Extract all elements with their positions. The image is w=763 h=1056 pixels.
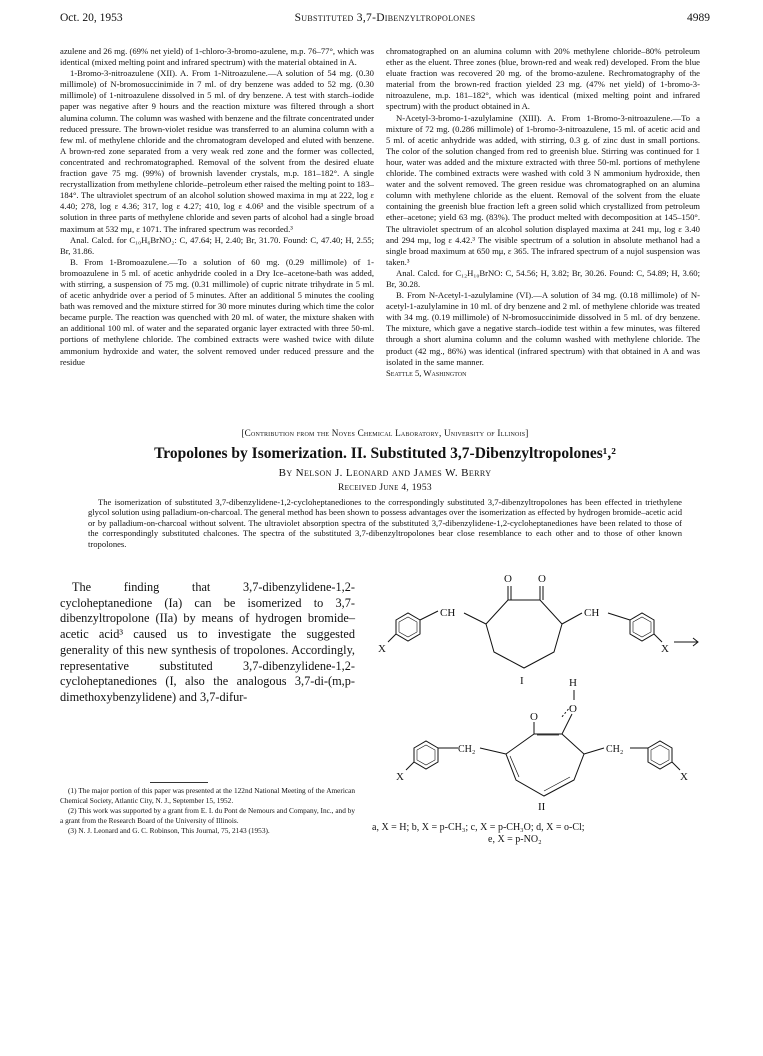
bond [562, 714, 572, 734]
atom-label: H [569, 677, 577, 689]
right-column [386, 46, 700, 379]
article-title: Tropolones by Isomerization. II. Substituted 3,7-Dibenzyltropolones¹,² [154, 445, 616, 462]
atom-label: X [680, 771, 688, 783]
structure-II [406, 690, 680, 796]
footnote: (1) The major portion of this paper was presented at the 122nd National Meeting of the American Chemical Society, Atlantic City, N. J., September 15, 1952. [60, 786, 355, 805]
running-header [60, 12, 710, 28]
atom-label: O [530, 711, 538, 723]
received-date: Received June 4, 1953 [338, 483, 432, 493]
reaction-scheme [368, 572, 713, 1042]
header-running-title: Substituted 3,7-Dibenzyltropolones [294, 12, 476, 24]
scheme-caption: e, X = p-NO₂ [488, 834, 542, 845]
header-date: Oct. 20, 1953 [60, 12, 123, 24]
bond [562, 613, 582, 624]
atom-label: CH [440, 607, 456, 619]
bond [654, 634, 662, 642]
benzene-ring-inner [399, 617, 417, 637]
footnote-rule [150, 782, 208, 783]
atom-label: CH₂ [606, 744, 624, 755]
authors-line: By Nelson J. Leonard and James W. Berry [278, 467, 492, 479]
atom-label: O [504, 573, 512, 585]
atom-label: CH₂ [458, 744, 476, 755]
header-page-number: 4989 [687, 12, 710, 24]
paragraph: chromatographed on an alumina column with 20% methylene chloride–80% petroleum ether as the eluent. Three zones (blue, brown-red and weak red) developed. From the blue eluate fraction was recovered 20 mg. of the bromo-azulene. Rechromatography of the material from the brown-red fraction yielded 23 mg. (47% net yield) of 1-bromo-3-nitroazulene, m.p. 181–182°, which was identical (mixed melting point and infrared spectrum) with the product obtained in A. [386, 46, 700, 112]
bond [420, 611, 438, 620]
benzene-ring-inner [417, 745, 435, 765]
abstract: The isomerization of substituted 3,7-dibenzylidene-1,2-cycloheptanediones to the correspondingly substituted 3,7-dibenzyltropolones has been effected in triethylene glycol solution using palladium-on-charcoal. The general method has been shown to possess advantages over the isomerization as effected by hydrogen bromide–acetic acid or by palladium-on-charcoal without solvent. The ultraviolet absorption spectra of the substituted 3,7-dibenzylidene-1,2-cycloheptanediones have been related to those of the correspondingly substituted chalcones. The spectra of the substituted 3,7-dibenzyltropolones bear close resemblance to each other and to those of other known tropolones. [88, 497, 682, 549]
atom-label: O [569, 703, 577, 715]
paragraph: Anal. Calcd. for C₁₂H₁₀BrNO: C, 54.56; H, 3.82; Br, 30.26. Found: C, 54.89; H, 3.60; Br, 30.28. [386, 267, 700, 289]
compound-label-II: II [538, 801, 546, 813]
paragraph: azulene and 26 mg. (69% net yield) of 1-chloro-3-bromo-azulene, m.p. 76–77°, which was identical (mixed melting point and infrared spectrum) with the material obtained in A. [60, 46, 374, 68]
bond [584, 748, 604, 754]
benzene-ring-inner [651, 745, 669, 765]
paragraph: 1-Bromo-3-nitroazulene (XII). A. From 1-Nitroazulene.—A solution of 54 mg. (0.30 millimole) of N-bromosuccinimide in 7 ml. of dry benzene was added to 52 mg. (0.30 millimole) of 1-nitroazulene dissolved in 5 ml. of dry benzene. A test with starch–iodide paper was negative after 9 hours and the reaction mixture was filtered through a short alumina column. The column was washed with benzene and the filtrate concentrated under reduced pressure. The brown-violet residue was transferred to an alumina column with a few ml. of methylene chloride and the chromatogram developed and eluted with benzene. A brown-red zone separated from a very weak red zone and the former was collected, concentrated and rechromatographed. Removal of the solvent from the desired eluate fraction gave 75 mg. (99%) of brownish lavender crystals, m.p. 181–182°. A single recrystallization from methylene chloride–petroleum ether raised the melting point to 183–184°. The ultraviolet spectrum of an alcohol solution showed maxima in mμ at 222, log ε 4.40; 278, log ε 4.36; 317, log ε 4.27; 410, log ε 4.06³ and the visible spectrum of a solution in three parts of methylene chloride and seven parts of alcohol had a single broad maximum at 532 mμ, ε 1071. The infrared spectrum was recorded.³ [60, 68, 374, 234]
atom-label: X [396, 771, 404, 783]
bond [608, 613, 630, 620]
benzene-ring-inner [633, 617, 651, 637]
bond [480, 748, 506, 754]
bond [672, 762, 680, 770]
paragraph: B. From 1-Bromoazulene.—To a solution of 60 mg. (0.29 millimole) of 1-bromoazulene in 5 ml. of acetic anhydride cooled in a Dry Ice–acetone-bath was added, with stirring, a suspension of 75 mg. (0.31 millimole) of cupric nitrate trihydrate in 5 ml. of acetic anhydride over a period of 5 minutes. After an additional 5 minutes the cooling bath was removed and the mixture stirred for 30 more minutes during which time the color became purple. The reaction was quenched with 20 ml. of water, the mixture shaken with an additional 100 ml. of water and the separated organic layer extracted with three 50-ml. portions of methylene chloride. The combined extracts were washed twice with dilute ammonium hydroxide and water, the solvent removed under reduced pressure and the residue [60, 256, 374, 367]
atom-label: X [661, 643, 669, 655]
paragraph: N-Acetyl-3-bromo-1-azulylamine (XIII). A. From 1-Bromo-3-nitroazulene.—To a mixture of 72 mg. (0.286 millimole) of 1-bromo-3-nitroazulene, 15 ml. of acetic acid and 5 ml. of acetic anhydride was added, with stirring, 0.3 g. of zinc dust in small portions. The color of the solution changed from red to greenish blue. Stirring was continued for 1 hour, water was added and the mixture extracted with three 50-ml. portions of methylene chloride. The combined extracts were washed with cold 3 N ammonium hydroxide, then water and the solvent removed. The green residue was chromatographed on an alumina column with methylene chloride as the eluent. Removal of the solvent from the eluate containing the greenish blue fraction left a green solid which crystallized from petroleum ether–acetone; yield 63 mg. (83%). The product melted with decomposition at 145–150°. The ultraviolet spectrum of an alcohol solution displayed maxima at 241 mμ, log ε 3.40 and 294 mμ, log ε 4.42.³ The visible spectrum of a solution in absolute methanol had a single broad maximum at 650 mμ, ε 365. The infrared spectrum of a nujol suspension was taken.³ [386, 112, 700, 267]
atom-label: X [378, 643, 386, 655]
structure-I [388, 586, 698, 668]
footnote: (3) N. J. Leonard and G. C. Robinson, This Journal, 75, 2143 (1953). [68, 826, 270, 835]
atom-label: CH [584, 607, 600, 619]
bond [406, 762, 414, 770]
double-bond [510, 756, 519, 777]
cycloheptane-ring [486, 600, 562, 668]
paragraph: Anal. Calcd. for C₁₀H₆BrNO₂: C, 47.64; H, 2.40; Br, 31.70. Found: C, 47.40; H, 2.55; Br, 31.86. [60, 234, 374, 256]
footnote: (2) This work was supported by a grant from E. I. du Pont de Nemours and Company, Inc., and by a grant from the Research Board of the University of Illinois. [60, 806, 355, 825]
footnotes [60, 786, 355, 837]
compound-label-I: I [520, 675, 524, 687]
bond [388, 634, 396, 642]
left-column [60, 46, 374, 368]
bond [464, 613, 486, 624]
scheme-caption: a, X = H; b, X = p-CH₃; c, X = p-CH₃O; d, X = o-Cl; [372, 822, 585, 833]
atom-label: O [538, 573, 546, 585]
institution-line: [Contribution from the Noyes Chemical Laboratory, University of Illinois] [241, 428, 529, 438]
paragraph: B. From N-Acetyl-1-azulylamine (VI).—A solution of 34 mg. (0.18 millimole) of N-acetyl-1-azulylamine in 10 ml. of dry benzene and 2 ml. of methylene chloride was treated with 34 mg. (0.19 millimole) of N-bromosuccinimide dissolved in 5 ml. of dry benzene. The mixture, which gave a negative starch–iodide test within a few minutes, was filtered through a short alumina column and the column washed with methylene chloride. The product (42 mg., 86%) was identical (infrared spectrum) with that obtained in A and was isolated in the same manner. [386, 290, 700, 367]
tropolone-ring [506, 722, 584, 796]
intro-paragraph: The finding that 3,7-dibenzylidene-1,2-cycloheptanedione (Ia) can be isomerized to 3,7-dibenzyltropolone (IIa) by means of hydrogen bromide–acetic acid³ caused us to investigate the suggested generality of this new synthesis of tropolones. Accordingly, representative substituted 3,7-dibenzylidene-1,2-cycloheptanediones (I, also the analogous 3,7-di-(m,p-dimethoxybenzylidene) and 3,7-difur- [60, 580, 355, 704]
signoff: Seattle 5, Washington [386, 367, 467, 378]
